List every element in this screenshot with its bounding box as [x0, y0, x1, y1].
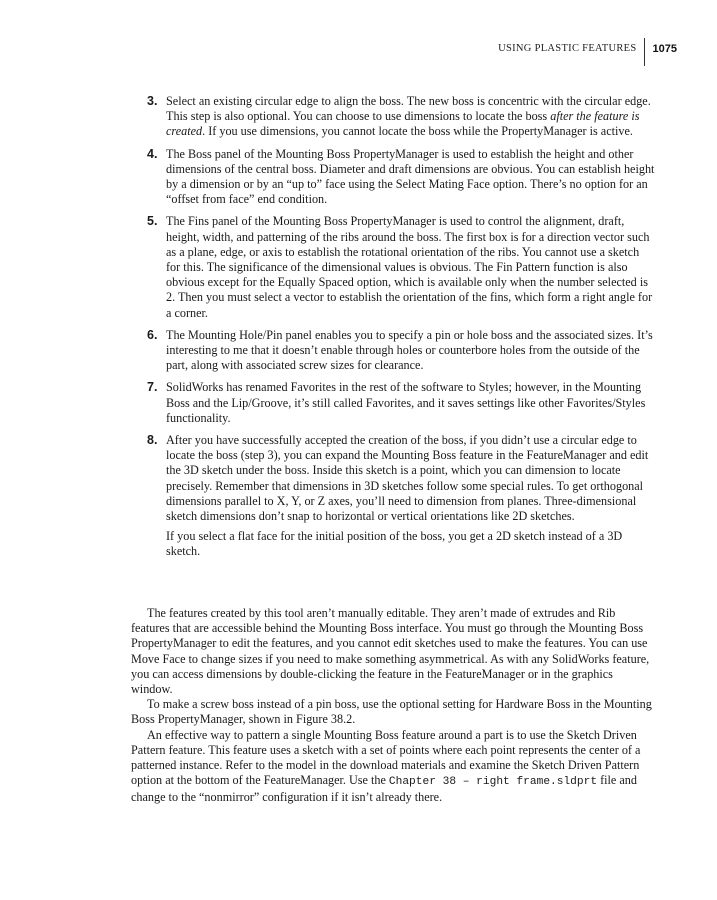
step-number: 6.	[147, 327, 158, 342]
step-item	[147, 433, 656, 524]
step-number: 4.	[147, 146, 158, 161]
step-text: After you have successfully accepted the creation of the boss, if you didn’t use a circular edge to locate the boss (step 3), you can expand the Mounting Boss feature in the FeatureManager and edit the 3D sketch under the boss. Inside this sketch is a point, which you can dimension to locate precisely. Remember that dimensions in 3D sketches follow some special rules. To get orthogonal dimensions parallel to X, Y, or Z axes, you’ll need to dimension from planes. Three-dimensional sketch dimensions don’t snap to horizontal or vertical orientations like 2D sketches.	[166, 433, 649, 524]
step-item	[147, 147, 656, 208]
step-text: Select an existing circular edge to align the boss. The new boss is concentric with the circular edge. This step is also optional. You can choose to use dimensions to locate the boss after the feature is created. If you use dimensions, you cannot locate the boss while the PropertyManager is active.	[166, 94, 651, 139]
numbered-steps	[147, 94, 656, 566]
step-text: The Boss panel of the Mounting Boss PropertyManager is used to establish the height and other dimensions of the central boss. Diameter and draft dimensions are obvious. You can establish height by a dimension or by an “up to” face using the Select Mating Face option. There’s no option for an “offset from face” end condition.	[166, 146, 655, 207]
running-header	[498, 38, 677, 66]
step-item	[147, 214, 656, 320]
page-number: 1075	[652, 43, 677, 55]
step-item	[147, 380, 656, 426]
step-number: 5.	[147, 214, 158, 229]
step-number: 7.	[147, 380, 158, 395]
paragraph: To make a screw boss instead of a pin boss, use the optional setting for Hardware Boss in the Mounting Boss PropertyManager, shown in Figure 38.2.	[131, 697, 652, 727]
step-item	[147, 328, 656, 374]
step-text: SolidWorks has renamed Favorites in the rest of the software to Styles; however, in the Mounting Boss and the Lip/Groove, it’s still called Favorites, and it saves settings like other Favorites/Styles functionality.	[166, 380, 646, 425]
chapter-title: USING PLASTIC FEATURES	[498, 43, 637, 54]
step-item	[147, 94, 656, 140]
paragraph: An effective way to pattern a single Mounting Boss feature around a part is to use the Sketch Driven Pattern feature. This feature uses a sketch with a set of points where each point represents the center of a patterned instance. Refer to the model in the download materials and examine the Sketch Driven Pattern option at the bottom of the FeatureManager. Use the Chapter 38 – right frame.sldprt file and change to the “nonmirror” configuration if it isn’t already there.	[131, 727, 641, 805]
step-text: The Fins panel of the Mounting Boss PropertyManager is used to control the alignment, draft, height, width, and patterning of the ribs around the boss. The first box is for a direction vector such as a plane, edge, or axis to establish the rotational orientation of the ribs. You cannot use a sketch for this. The significance of the dimensional values is obvious. The Fin Pattern function is also obvious except for the Equally Spaced option, which is available only when the number selected is 2. Then you must select a vector to establish the orientation of the fins, which form a right angle for a corner.	[166, 214, 653, 320]
step-text: The Mounting Hole/Pin panel enables you to specify a pin or hole boss and the associated sizes. It’s interesting to me that it doesn’t enable through holes or counterbore holes from the outside of the part, along with associated screw sizes for clearance.	[166, 327, 653, 373]
step-note: If you select a flat face for the initial position of the boss, you get a 2D sketch instead of a 3D sketch.	[166, 529, 623, 559]
emphasis-text: after the feature is created	[166, 109, 640, 139]
body-text	[131, 606, 656, 806]
step-number: 3.	[147, 94, 158, 108]
paragraph: The features created by this tool aren’t manually editable. They aren’t made of extrudes and Rib features that are accessible behind the Mounting Boss interface. You must go through the Mounting Boss PropertyManager to edit the features, and you cannot edit sketches used to make the features. You can use Move Face to change sizes if you need to make something asymmetrical. As with any SolidWorks feature, you can access dimensions by double-clicking the feature in the FeatureManager or in the graphics window.	[131, 606, 650, 697]
step-number: 8.	[147, 433, 158, 448]
file-name-code: Chapter 38 – right frame.sldprt	[388, 776, 598, 789]
